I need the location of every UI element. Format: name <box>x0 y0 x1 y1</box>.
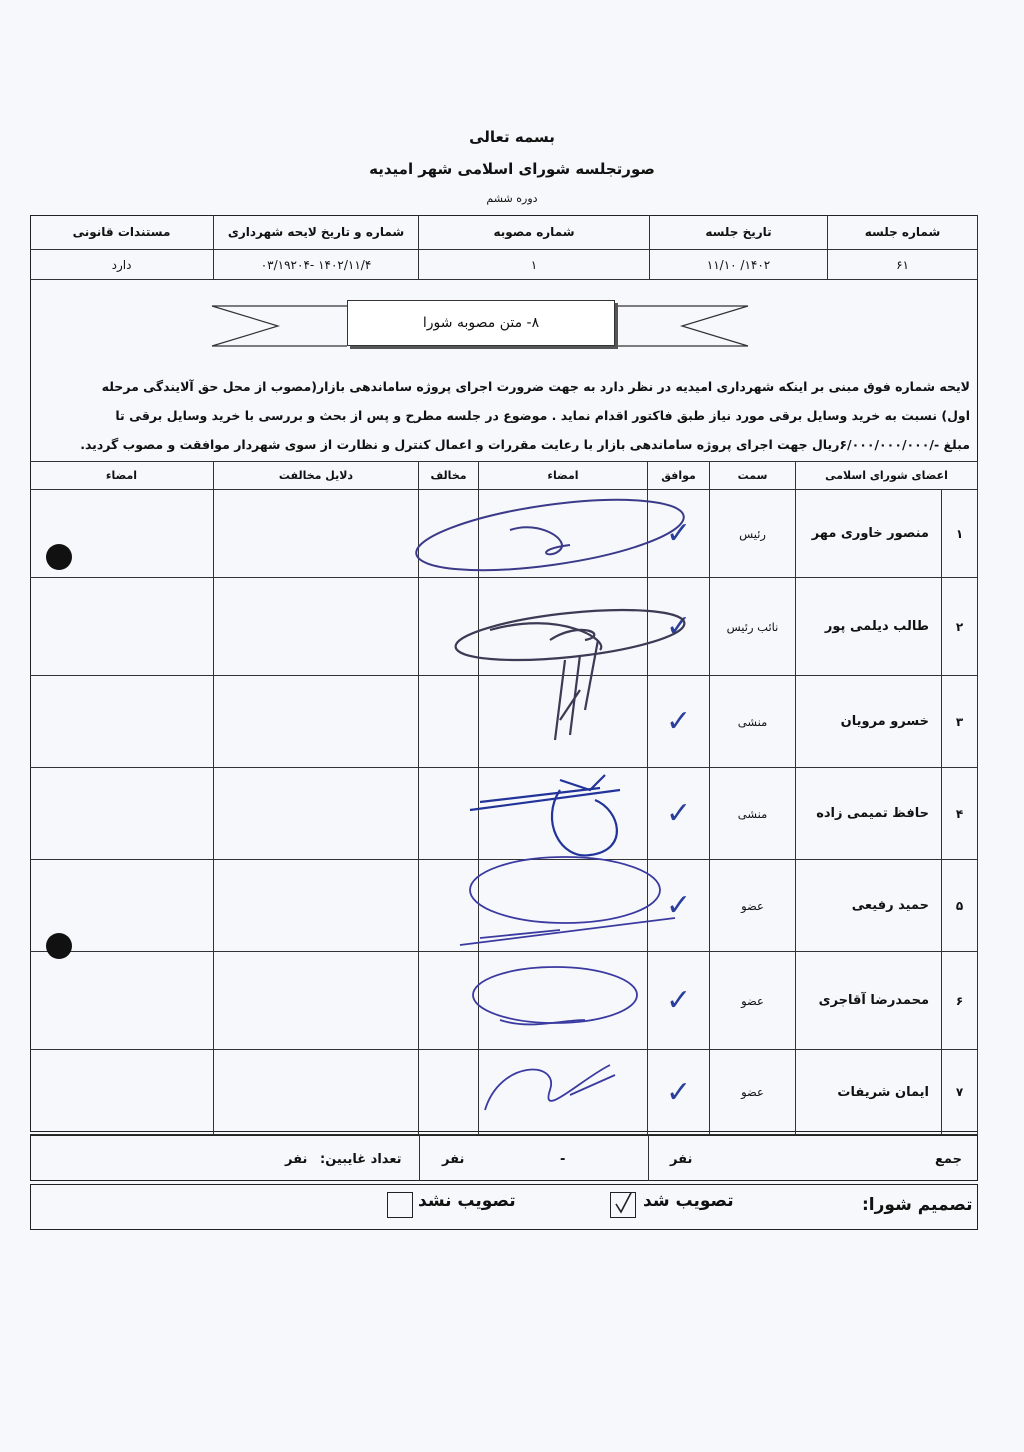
reasons-cell <box>214 490 419 578</box>
signature-cell-2 <box>30 952 214 1050</box>
member-role: عضو <box>710 860 796 952</box>
header-agree: موافق <box>648 462 710 490</box>
agree-check-icon: ✓ <box>648 860 710 952</box>
header-legal-docs: مستندات قانونی <box>30 215 214 250</box>
header-reasons: دلایل مخالفت <box>214 462 419 490</box>
header-oppose: مخالف <box>419 462 479 490</box>
member-name: خسرو مرویان <box>796 676 942 768</box>
signature-cell-2 <box>30 1050 214 1135</box>
value-session-number: ۶۱ <box>828 250 978 280</box>
header-bill-number-date: شماره و تاریخ لایحه شهرداری <box>214 215 419 250</box>
header-signature-2: امضاء <box>30 462 214 490</box>
totals-agree-unit: نفر <box>670 1152 693 1167</box>
member-name: منصور خاوری مهر <box>796 490 942 578</box>
member-role: منشی <box>710 768 796 860</box>
council-term: دوره ششم <box>486 192 538 205</box>
member-name: حمید رفیعی <box>796 860 942 952</box>
agree-check-icon: ✓ <box>648 676 710 768</box>
totals-label: جمع <box>935 1152 962 1167</box>
signatures-icon <box>410 490 710 1130</box>
totals-absent-unit: نفر <box>285 1152 308 1167</box>
resolution-line: اول) نسبت به خرید وسایل برقی مورد نیاز طبق فاکتور اقدام نماید . موضوع در جلسه مطرح و پس از بحث و بررسی با خرید وسایل برقی تا <box>115 408 970 423</box>
member-name: ایمان شریفات <box>796 1050 942 1135</box>
decision-label: تصمیم شورا: <box>862 1195 973 1215</box>
punch-hole-icon <box>46 544 72 570</box>
document-subtitle: صورتجلسه شورای اسلامی شهر امیدیه <box>369 160 655 178</box>
resolution-line: لایحه شماره فوق مبنی بر اینکه شهرداری امیدیه در نظر دارد به جهت ضرورت اجرای پروژه ساماندهی بازار(مصوب از محل حق آلایندگی مرحله <box>101 379 970 394</box>
punch-hole-icon <box>46 933 72 959</box>
value-resolution-number: ۱ <box>419 250 650 280</box>
member-name: محمدرضا آقاجری <box>796 952 942 1050</box>
member-role: عضو <box>710 952 796 1050</box>
signature-cell-2 <box>30 676 214 768</box>
value-bill-number-date: ۱۴۰۲/۱۱/۴ -۰۳/۱۹۲۰۴ <box>214 250 419 280</box>
totals-row <box>30 1135 978 1181</box>
document-title: بسمه تعالی <box>469 128 555 146</box>
member-role: منشی <box>710 676 796 768</box>
reasons-cell <box>214 952 419 1050</box>
reasons-cell <box>214 860 419 952</box>
reasons-cell <box>214 676 419 768</box>
rejected-checkbox[interactable] <box>387 1192 413 1218</box>
agree-check-icon: ✓ <box>648 578 710 676</box>
row-number: ۳ <box>942 676 978 768</box>
row-number: ۲ <box>942 578 978 676</box>
decision-approved-label: تصویب شد <box>643 1191 734 1211</box>
value-session-date: ۱۴۰۲/ ۱۱/۱۰ <box>650 250 828 280</box>
resolution-line: مبلغ -/۶/۰۰۰/۰۰۰/۰۰۰ریال جهت اجرای پروژه ساماندهی بازار با رعایت مقررات و اعمال کنترل و نظارت از سوی شهردار موافقت و مصوب گردید. <box>80 437 970 452</box>
row-number: ۶ <box>942 952 978 1050</box>
header-session-number: شماره جلسه <box>828 215 978 250</box>
header-signature: امضاء <box>479 462 648 490</box>
reasons-cell <box>214 578 419 676</box>
totals-oppose-unit: نفر <box>442 1152 465 1167</box>
agree-check-icon: ✓ <box>648 490 710 578</box>
reasons-cell <box>214 1050 419 1135</box>
header-resolution-number: شماره مصوبه <box>419 215 650 250</box>
member-name: حافظ تمیمی زاده <box>796 768 942 860</box>
header-members: اعضای شورای اسلامی <box>796 462 978 490</box>
signature-cell-2 <box>30 768 214 860</box>
resolution-banner: ۸- متن مصوبه شورا <box>347 300 615 346</box>
member-role: رئیس <box>710 490 796 578</box>
header-session-date: تاریخ جلسه <box>650 215 828 250</box>
member-role: نائب رئیس <box>710 578 796 676</box>
agree-check-icon: ✓ <box>648 1050 710 1135</box>
reasons-cell <box>214 768 419 860</box>
resolution-text <box>40 372 970 459</box>
row-number: ۵ <box>942 860 978 952</box>
value-legal-docs: دارد <box>30 250 214 280</box>
signature-cell-2 <box>30 578 214 676</box>
row-number: ۱ <box>942 490 978 578</box>
check-icon <box>611 1193 635 1217</box>
agree-check-icon: ✓ <box>648 952 710 1050</box>
totals-oppose-value: - <box>560 1152 566 1167</box>
member-name: طالب دیلمی پور <box>796 578 942 676</box>
totals-absent-label: تعداد غایبین: <box>320 1152 402 1167</box>
agree-check-icon: ✓ <box>648 768 710 860</box>
row-number: ۴ <box>942 768 978 860</box>
header-position: سمت <box>710 462 796 490</box>
approved-checkbox[interactable] <box>610 1192 636 1218</box>
decision-rejected-label: تصویب نشد <box>418 1191 516 1211</box>
row-number: ۷ <box>942 1050 978 1135</box>
member-role: عضو <box>710 1050 796 1135</box>
